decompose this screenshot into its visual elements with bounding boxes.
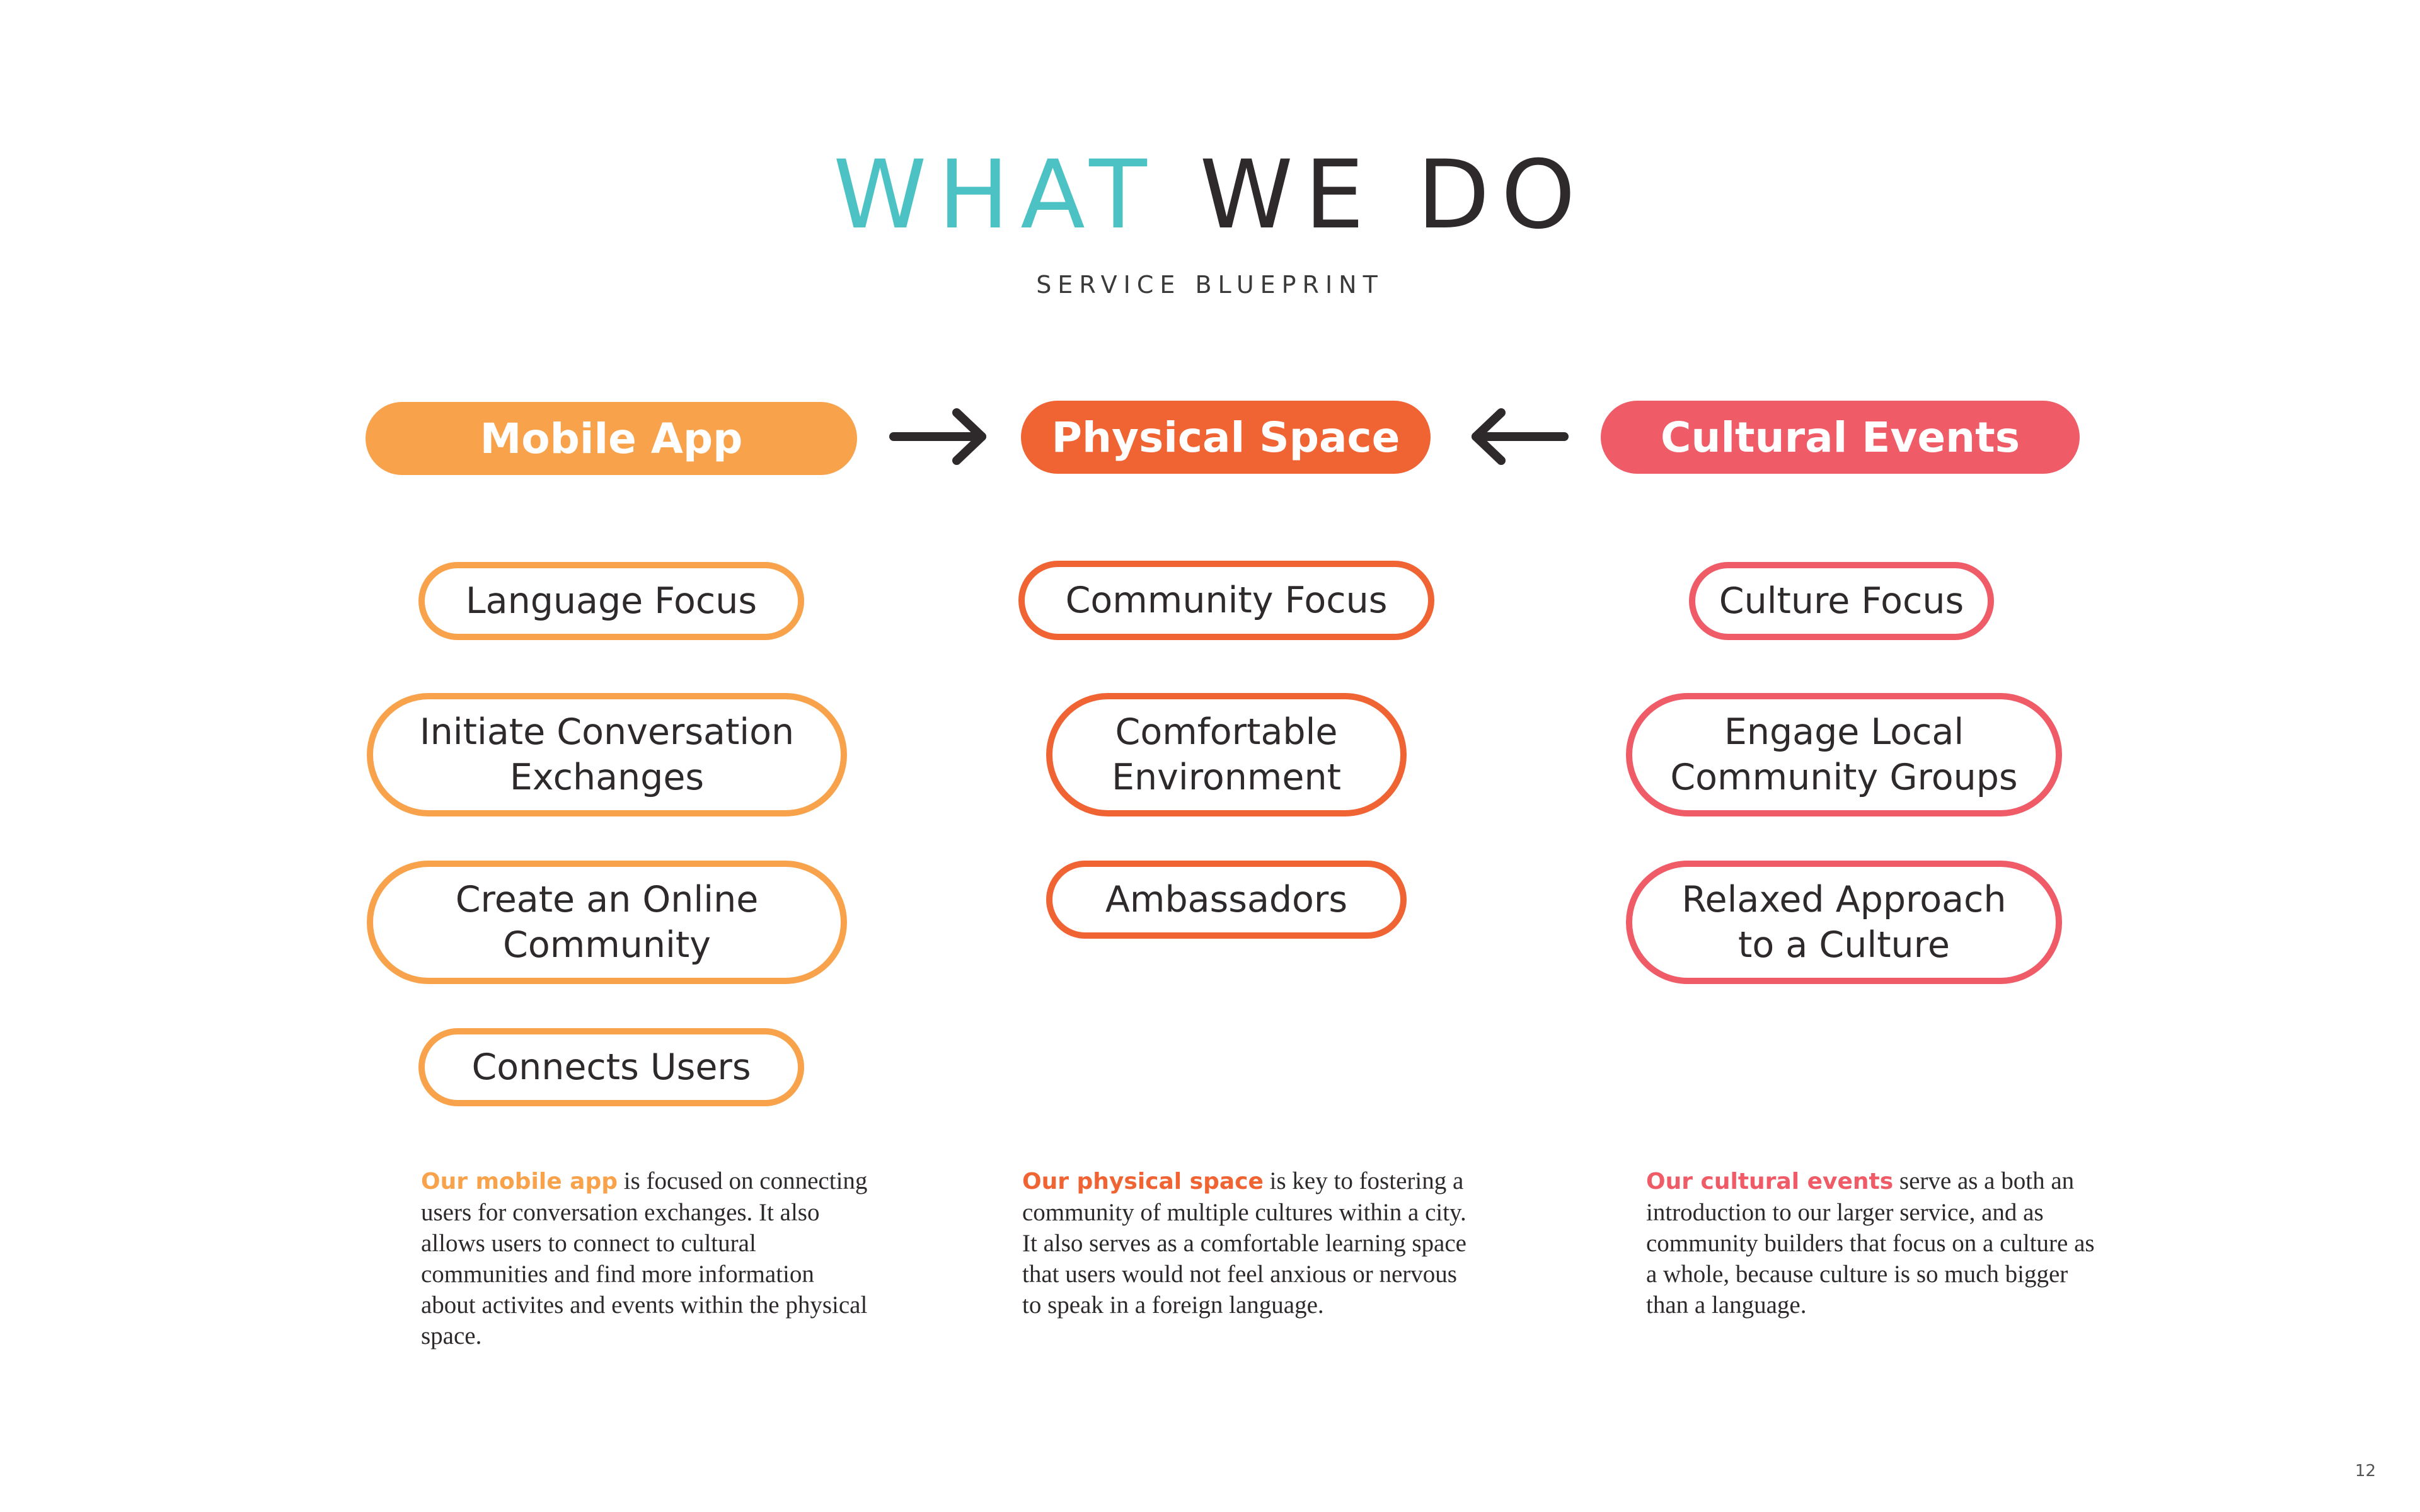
item-ambassadors	[1046, 861, 1407, 939]
description-physical-space	[1022, 1166, 1476, 1320]
item-line: Create an Online	[455, 879, 759, 920]
header-mobile-app: Mobile App	[366, 402, 857, 475]
item-relaxed-approach-to-culture	[1626, 861, 2062, 984]
page-subtitle: SERVICE BLUEPRINT	[1036, 271, 1384, 299]
description-mobile-app	[421, 1166, 875, 1351]
item-line: Ambassadors	[1105, 879, 1348, 920]
description-lead: Our mobile app	[421, 1169, 618, 1194]
item-line: Connects Users	[471, 1046, 751, 1088]
title-part-what: WHAT	[833, 140, 1158, 250]
item-line: Community	[503, 924, 711, 966]
description-text: is focused on connecting users for conversation exchanges. It also allows users to connect to cultural communities and find more information about activites and events within the physical space.	[421, 1167, 868, 1349]
item-line: Culture Focus	[1719, 580, 1964, 622]
page-number: 12	[2354, 1462, 2376, 1480]
item-line: Engage Local	[1724, 711, 1964, 753]
description-text: serve as a both an introduction to our larger service, and as community builders that focus on a culture as a whole, because culture is so much bigger than a language.	[1646, 1167, 2095, 1319]
title-part-we-do: WE DO	[1199, 140, 1587, 250]
description-text: is key to fostering a community of multiple cultures within a city. It also serves as a comfortable learning space that users would not feel anxious or nervous to speak in a foreign language.	[1022, 1167, 1466, 1319]
item-line: Comfortable	[1115, 711, 1338, 753]
item-line: to a Culture	[1738, 924, 1950, 966]
arrow-right-icon	[889, 405, 989, 468]
header-physical-space: Physical Space	[1021, 401, 1431, 474]
item-comfortable-environment	[1046, 693, 1407, 816]
item-line: Language Focus	[465, 580, 758, 622]
description-lead: Our physical space	[1022, 1169, 1264, 1194]
description-lead: Our cultural events	[1646, 1169, 1894, 1194]
item-line: Community Focus	[1065, 580, 1388, 621]
item-community-focus	[1018, 561, 1434, 640]
item-initiate-conversation-exchanges	[367, 693, 847, 816]
item-culture-focus	[1689, 562, 1994, 640]
item-line: Environment	[1112, 757, 1341, 798]
item-create-online-community	[367, 861, 847, 984]
item-line: Exchanges	[509, 757, 705, 798]
item-line: Community Groups	[1670, 757, 2018, 798]
page-title	[0, 139, 2420, 252]
header-cultural-events: Cultural Events	[1601, 401, 2080, 474]
item-line: Initiate Conversation	[419, 711, 795, 753]
item-language-focus	[418, 562, 804, 640]
description-cultural-events	[1646, 1166, 2100, 1320]
item-connects-users	[418, 1028, 804, 1106]
item-line: Relaxed Approach	[1681, 879, 2007, 920]
arrow-left-icon	[1468, 405, 1569, 468]
item-engage-local-community-groups	[1626, 693, 2062, 816]
